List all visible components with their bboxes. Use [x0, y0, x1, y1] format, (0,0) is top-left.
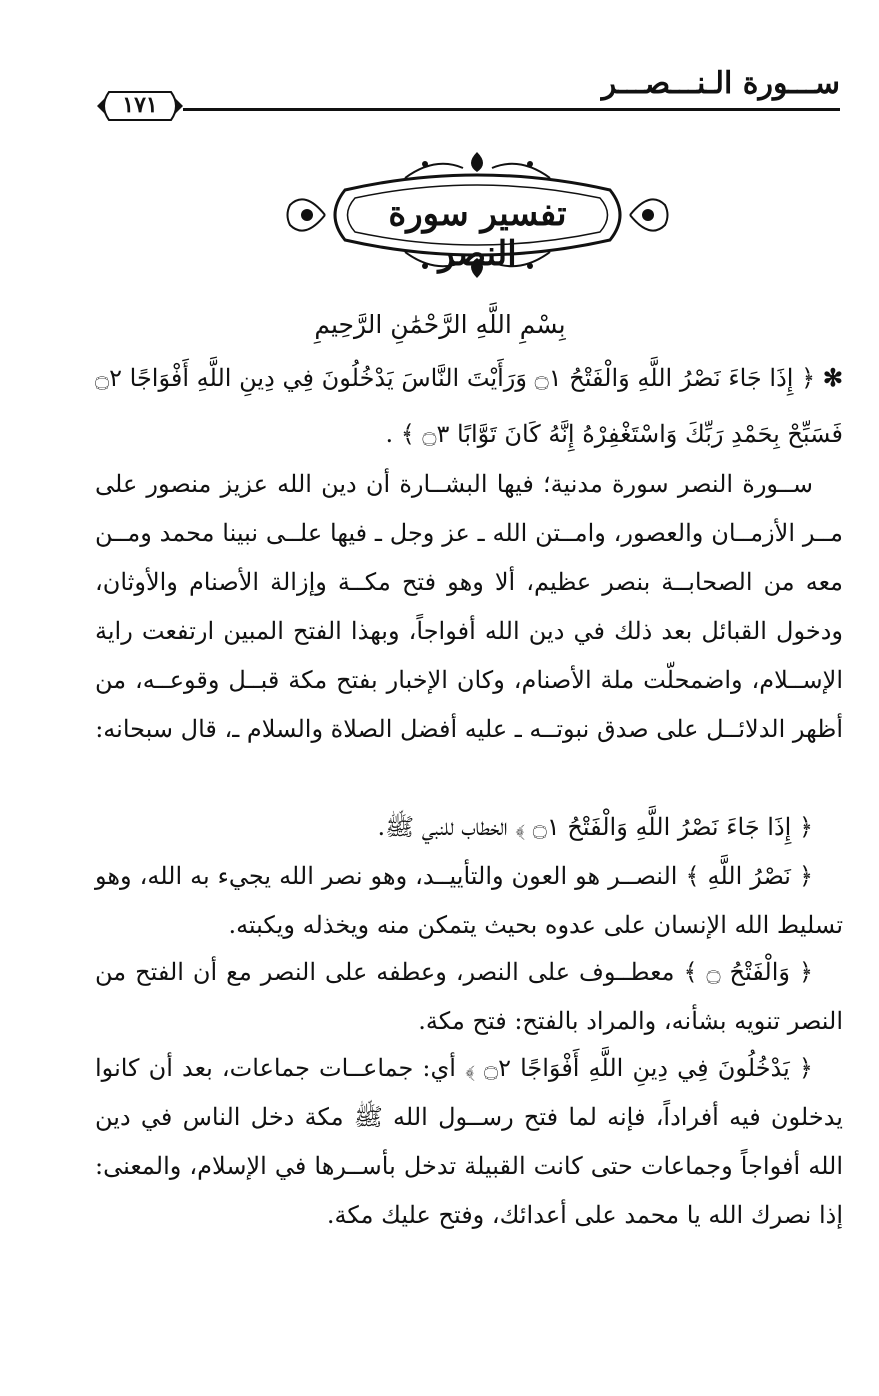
title-cartouche — [285, 150, 670, 280]
basmala: بِسْمِ اللَّهِ الرَّحْمَٰنِ الرَّحِيمِ — [314, 310, 566, 339]
paragraph-intro: ســورة النصر سورة مدنية؛ فيها البشــارة أن دين الله عزيز منصور على مــر الأزمــان والعصور، وامــتن الله ـ عز وجل ـ فيها علــى نبينا محمد ومــن معه من الصحابــة بنصر عظيم، ألا وهو فتح مكــة وإزالة الأصنام والأوثان، ودخول القبائل بعد ذلك في دين الله أفواجاً، وبهذا الفتح المبين ارتفعت راية الإســلام، واضمحلّت ملة الأصنام، وكان الإخبار بفتح مكة قبــل وقوعــه، من أظهر الدلائــل على صدق نبوتــه ـ عليه أفضل الصلاة والسلام ـ، قال سبحانه: — [95, 470, 844, 743]
paragraph-verse-1: ﴿ إِذَا جَاءَ نَصْرُ اللَّهِ وَالْفَتْحُ ۝١ ﴾ الخطاب للنبي ﷺ. — [377, 813, 813, 841]
paragraph-fath: ﴿ وَالْفَتْحُ ۝ ﴾ معطــوف على النصر، وعطفه على النصر مع أن الفتح من النصر تنويه بشأنه، والمراد بالفتح: فتح مكة. — [95, 958, 843, 1035]
paragraph-afwaj: ﴿ يَدْخُلُونَ فِي دِينِ اللَّهِ أَفْوَاجًا ۝٢ ﴾ أي: جماعــات جماعات، بعد أن كانوا يدخلون فيه أفراداً، فإنه لما فتح رســول الله ﷺ مكة دخل الناس في دين الله أفواجاً وجماعات حتى كانت القبيلة تدخل بأســرها في الإسلام، والمعنى: إذا نصرك الله يا محمد على أعدائك، وفتح عليك مكة. — [95, 1054, 843, 1229]
page-number: ١٧١ — [122, 92, 158, 118]
verses-text: ﴿ إِذَا جَاءَ نَصْرُ اللَّهِ وَالْفَتْحُ ۝١ وَرَأَيْتَ النَّاسَ يَدْخُلُونَ فِي دِينِ اللَّهِ أَفْوَاجًا ۝٢ فَسَبِّحْ بِحَمْدِ رَبِّكَ وَاسْتَغْفِرْهُ إِنَّهُ كَانَ تَوَّابًا ۝٣ ﴾ . — [95, 364, 843, 448]
quran-verses — [95, 350, 843, 462]
page-number-badge — [95, 88, 185, 124]
verse-marker-icon: ✻ — [822, 363, 843, 392]
surah-title: تفسير سورة النصر — [388, 194, 567, 274]
header-rule — [183, 108, 840, 111]
running-header — [95, 60, 840, 130]
paragraph-nasr: ﴿ نَصْرُ اللَّهِ ﴾ النصــر هو العون والتأييــد، وهو نصر الله يجيء به الله، وهو تسليط الله الإنسان على عدوه بحيث يتمكن منه ويخذله ويكبته. — [95, 862, 843, 939]
running-title: ســـورة الـنـــصـــر — [601, 66, 840, 101]
